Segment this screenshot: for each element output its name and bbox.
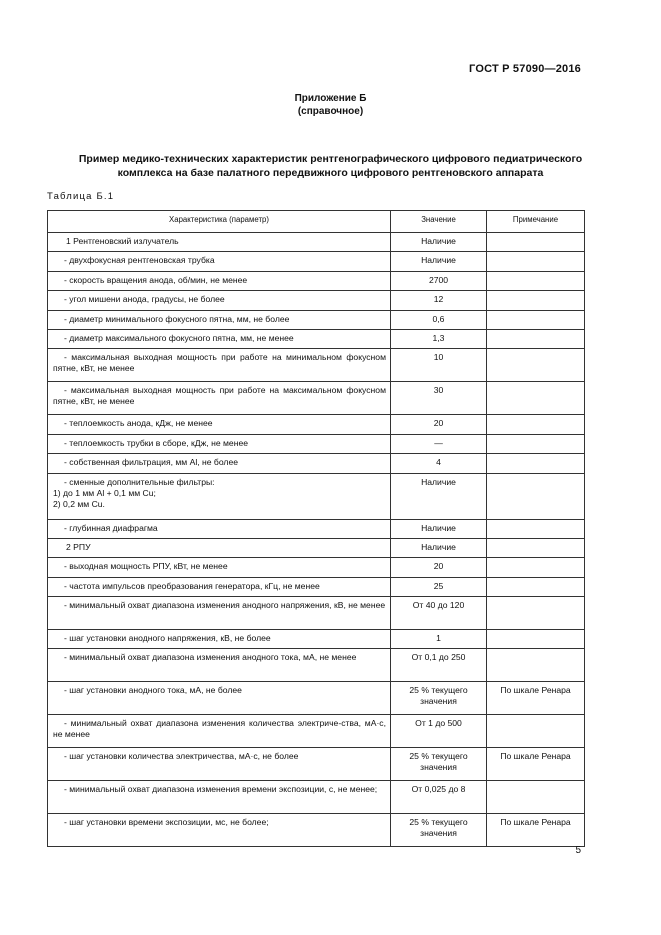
table-row [48, 597, 585, 630]
value-cell: 10 [391, 349, 487, 382]
note-cell [487, 597, 585, 630]
note-cell [487, 382, 585, 415]
note-cell [487, 538, 585, 557]
value-cell: От 40 до 120 [391, 597, 487, 630]
table-row [48, 814, 585, 847]
param-cell: - минимальный охват диапазона изменения анодного тока, мА, не менее [48, 649, 391, 682]
table-row [48, 349, 585, 382]
main-title-line-2: комплекса на базе палатного передвижного цифрового рентгеновского аппарата [117, 167, 544, 179]
note-cell [487, 349, 585, 382]
param-cell: - теплоемкость анода, кДж, не менее [48, 415, 391, 434]
note-cell [487, 781, 585, 814]
param-cell: - частота импульсов преобразования генератора, кГц, не менее [48, 577, 391, 596]
table-row [48, 748, 585, 781]
table-row [48, 577, 585, 596]
param-line: 2) 0,2 мм Cu. [53, 498, 105, 509]
note-cell [487, 630, 585, 649]
table-row [48, 434, 585, 453]
note-cell [487, 252, 585, 271]
value-cell: Наличие [391, 519, 487, 538]
value-cell: От 1 до 500 [391, 715, 487, 748]
note-cell [487, 473, 585, 519]
param-cell: - собственная фильтрация, мм Al, не более [48, 454, 391, 473]
value-cell: 4 [391, 454, 487, 473]
note-cell [487, 649, 585, 682]
value-cell: 25 % текущего значения [391, 814, 487, 847]
appendix-title: Приложение Б [294, 93, 367, 104]
param-cell: - глубинная диафрагма [48, 519, 391, 538]
table-row [48, 519, 585, 538]
param-cell: - шаг установки количества электричества, мА·с, не более [48, 748, 391, 781]
table-row [48, 329, 585, 348]
table-header-row [48, 211, 585, 233]
table-row [48, 715, 585, 748]
table-row [48, 538, 585, 557]
table-row [48, 310, 585, 329]
param-cell: - диаметр минимального фокусного пятна, мм, не более [48, 310, 391, 329]
note-cell: По шкале Ренара [487, 814, 585, 847]
value-cell: 12 [391, 291, 487, 310]
table-row [48, 781, 585, 814]
param-cell: - шаг установки анодного тока, мА, не более [48, 682, 391, 715]
page-number: 5 [575, 845, 581, 856]
characteristics-table [47, 210, 585, 847]
param-cell [48, 473, 391, 519]
header-note: Примечание [487, 211, 585, 233]
header-value: Значение [391, 211, 487, 233]
table-row [48, 415, 585, 434]
value-cell: 20 [391, 415, 487, 434]
table-row [48, 252, 585, 271]
note-cell [487, 291, 585, 310]
value-cell: 1 [391, 630, 487, 649]
value-cell: Наличие [391, 538, 487, 557]
table-row [48, 382, 585, 415]
value-cell: Наличие [391, 252, 487, 271]
note-cell [487, 415, 585, 434]
note-cell: По шкале Ренара [487, 748, 585, 781]
param-cell: 1 Рентгеновский излучатель [48, 233, 391, 252]
param-cell: - скорость вращения анода, об/мин, не менее [48, 271, 391, 290]
header-characteristic: Характеристика (параметр) [48, 211, 391, 233]
param-cell: - двухфокусная рентгеновская трубка [48, 252, 391, 271]
table-label: Таблица Б.1 [47, 191, 115, 202]
param-line: - сменные дополнительные фильтры: [64, 476, 215, 487]
value-cell: 25 [391, 577, 487, 596]
param-cell: 2 РПУ [48, 538, 391, 557]
param-cell: - угол мишени анода, градусы, не более [48, 291, 391, 310]
note-cell [487, 558, 585, 577]
value-cell: 20 [391, 558, 487, 577]
table-row [48, 233, 585, 252]
param-cell: - диаметр максимального фокусного пятна, мм, не менее [48, 329, 391, 348]
param-line: 1) до 1 мм Al + 0,1 мм Cu; [53, 487, 156, 498]
document-code: ГОСТ Р 57090—2016 [469, 63, 581, 75]
note-cell [487, 329, 585, 348]
table-row [48, 473, 585, 519]
value-cell: Наличие [391, 233, 487, 252]
table-row [48, 682, 585, 715]
param-cell: - шаг установки анодного напряжения, кВ, не более [48, 630, 391, 649]
appendix-heading [0, 92, 661, 118]
note-cell [487, 519, 585, 538]
value-cell: 25 % текущего значения [391, 748, 487, 781]
note-cell [487, 310, 585, 329]
appendix-subtitle: (справочное) [297, 106, 364, 117]
value-cell: 25 % текущего значения [391, 682, 487, 715]
table-row [48, 271, 585, 290]
param-cell: - минимальный охват диапазона изменения количества электриче-ства, мА·с, не менее [48, 715, 391, 748]
param-cell: - максимальная выходная мощность при работе на максимальном фокусном пятне, кВт, не менее [48, 382, 391, 415]
note-cell [487, 434, 585, 453]
param-cell: - минимальный охват диапазона изменения времени экспозиции, с, не менее; [48, 781, 391, 814]
note-cell [487, 454, 585, 473]
value-cell: — [391, 434, 487, 453]
param-cell: - шаг установки времени экспозиции, мс, не более; [48, 814, 391, 847]
table-row [48, 558, 585, 577]
table-row [48, 649, 585, 682]
table-row [48, 454, 585, 473]
table-row [48, 291, 585, 310]
note-cell [487, 577, 585, 596]
value-cell: 1,3 [391, 329, 487, 348]
value-cell: 2700 [391, 271, 487, 290]
param-cell: - минимальный охват диапазона изменения анодного напряжения, кВ, не менее [48, 597, 391, 630]
value-cell: Наличие [391, 473, 487, 519]
table-row [48, 630, 585, 649]
value-cell: От 0,025 до 8 [391, 781, 487, 814]
value-cell: 30 [391, 382, 487, 415]
main-title-line-1: Пример медико-технических характеристик рентгенографического цифрового педиатрического [78, 153, 583, 165]
note-cell [487, 233, 585, 252]
main-title [40, 152, 621, 180]
param-cell: - выходная мощность РПУ, кВт, не менее [48, 558, 391, 577]
value-cell: 0,6 [391, 310, 487, 329]
param-cell: - максимальная выходная мощность при работе на минимальном фокусном пятне, кВт, не менее [48, 349, 391, 382]
param-cell: - теплоемкость трубки в сборе, кДж, не менее [48, 434, 391, 453]
note-cell [487, 715, 585, 748]
value-cell: От 0,1 до 250 [391, 649, 487, 682]
note-cell [487, 271, 585, 290]
note-cell: По шкале Ренара [487, 682, 585, 715]
